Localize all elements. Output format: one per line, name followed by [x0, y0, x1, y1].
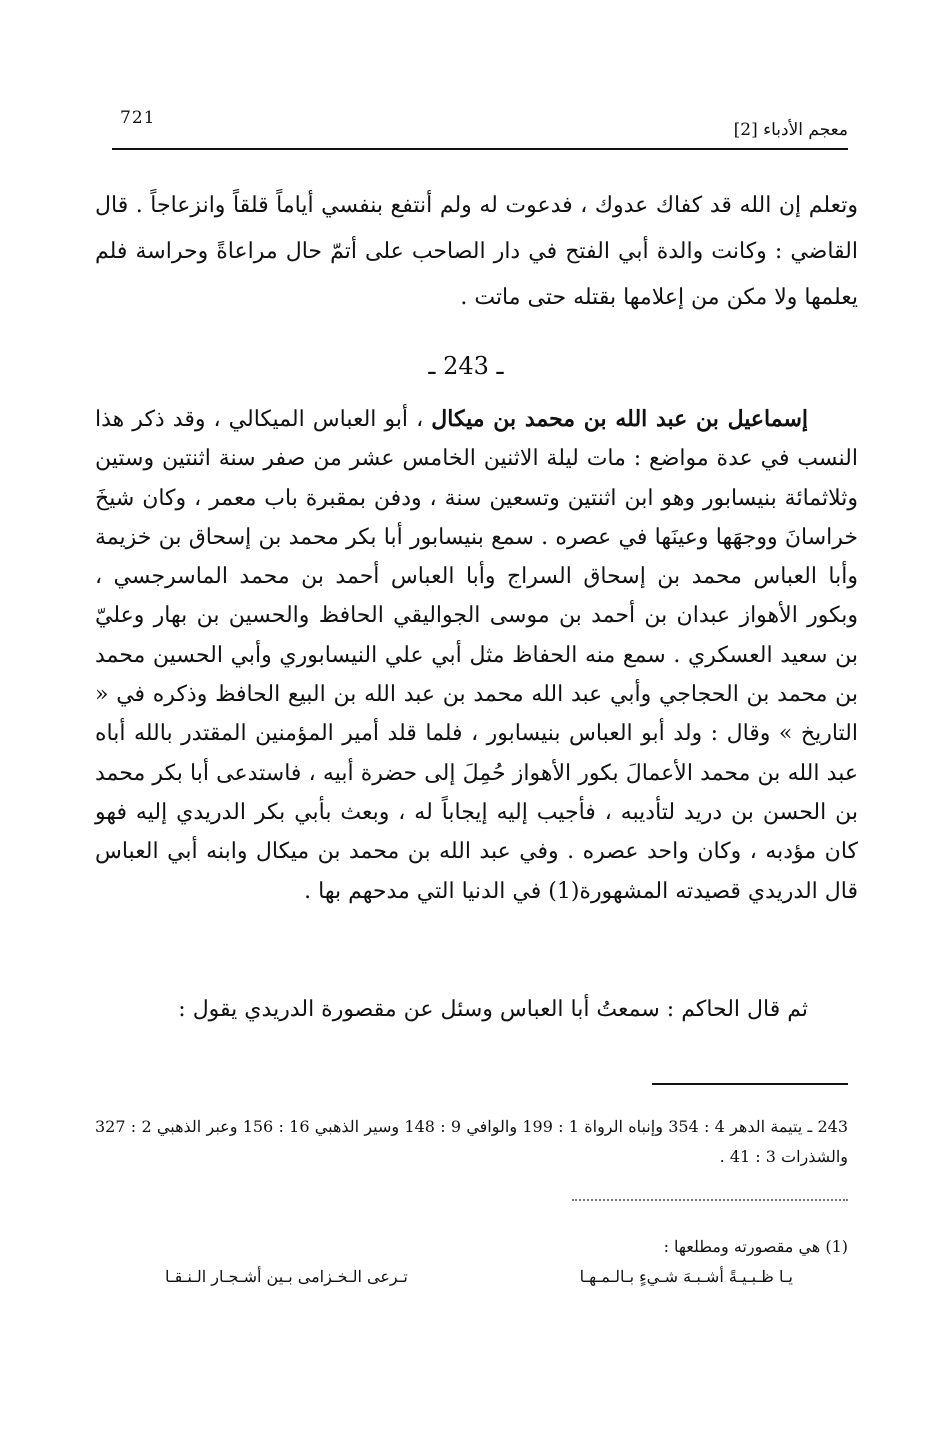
intro-paragraph: وتعلم إن الله قد كفاك عدوك ، فدعوت له ولم أنتفع بنفسي أياماً قلقاً وانزعاجاً . قال القاضي : وكانت والدة أبي الفتح في دار الصاحب على أتمّ حال مراعاةً وحراسة فلم يعلمها ولا مكن من إعلامها بقتله حتى ماتت . — [95, 193, 858, 310]
page-number: 721 — [120, 108, 156, 128]
dotted-separator — [572, 1199, 848, 1201]
entry-number: ـ 243 ـ — [428, 352, 504, 380]
page-header — [112, 108, 848, 150]
running-title: معجم الأدباء [2] — [733, 120, 848, 140]
footnote-separator — [652, 1083, 848, 1085]
source-note: 243 ـ يتيمة الدهر 4 : 354 وإنباه الرواة 1 : 199 والوافي 9 : 148 وسير الذهبي 16 : 156 وعبر الذهبي 2 : 327 والشذرات 3 : 41 . — [95, 1117, 849, 1166]
verse-second-hemistich: تـرعى الـخـزامى بـين أشـجـار الـنـقـا — [165, 1267, 408, 1286]
footnote-verse — [95, 1262, 848, 1292]
entry-body-text: ، أبو العباس الميكالي ، وقد ذكر هذا النسب في عدة مواضع : مات ليلة الاثنين الخامس عشر من صفر سنة اثنتين وستين وثلاثمائة بنيسابور وهو ابن اثنتين وتسعين سنة ، ودفن بمقبرة باب معمر ، وكان شيخَ خراسانَ ووجهَها وعينَها في عصره . سمع بنيسابور أبا بكر محمد بن إسحاق بن خزيمة وأبا العباس محمد بن إسحاق السراج وأبا العباس أحمد بن محمد الماسرجسي ، وبكور الأهواز عبدان بن أحمد بن موسى الجواليقي الحافظ والحسين بن بهار وعليّ بن سعيد العسكري . سمع منه الحفاظ مثل أبي علي النيسابوري وأبي الحسين محمد بن محمد بن الحجاجي وأبي عبد الله محمد بن عبد الله بن البيع الحافظ وذكره في « التاريخ » وقال : ولد أبو العباس بنيسابور ، فلما قلد أمير المؤمنين المقتدر بالله أباه عبد الله بن محمد الأعمالَ بكور الأهواز حُمِلَ إلى حضرة أبيه ، فاستدعى أبا بكر محمد بن الحسن بن دريد لتأديبه ، فأجيب إليه إيجاباً له ، وبعث بأبي بكر الدريدي إليه فهو كان مؤدبه ، وكان واحد عصره . وفي عبد الله بن محمد بن ميكال وابنه أبي العباس قال الدريدي قصيدته المشهورة(1) في الدنيا التي مدحهم بها . — [95, 407, 858, 904]
entry-paragraph — [95, 400, 858, 911]
footnote — [95, 1232, 848, 1292]
footnote-intro: (1) هي مقصورته ومطلعها : — [663, 1237, 848, 1256]
verse-first-hemistich: يـا ظـبـيـةً أشـبـهَ شـيءٍ بـالـمـهـا — [579, 1267, 793, 1286]
closing-paragraph: ثم قال الحاكم : سمعتُ أبا العباس وسئل عن مقصورة الدريدي يقول : — [178, 997, 808, 1022]
entry-name: إسماعيل بن عبد الله بن محمد بن ميكال — [431, 406, 808, 432]
